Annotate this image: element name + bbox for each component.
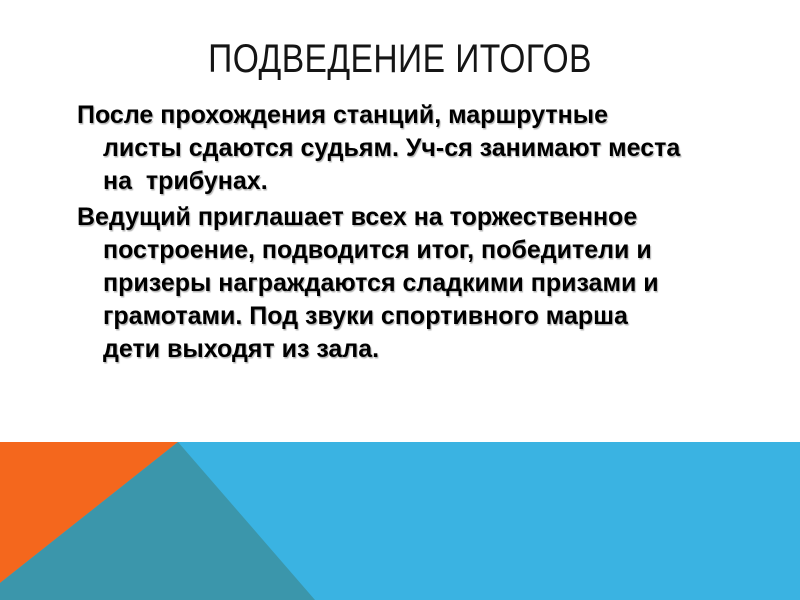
text-line: грамотами. Под звуки спортивного марша bbox=[103, 302, 628, 330]
paragraph-2 bbox=[75, 201, 747, 366]
bottom-decoration bbox=[0, 442, 800, 600]
text-line: на трибунах. bbox=[103, 167, 268, 195]
paragraph-1 bbox=[75, 99, 747, 198]
text-line: Ведущий приглашает всех на торжественное bbox=[77, 203, 638, 231]
slide-title: ПОДВЕДЕНИЕ ИТОГОВ bbox=[208, 37, 592, 81]
slide-body bbox=[75, 99, 747, 366]
text-line: дети выходят из зала. bbox=[103, 335, 380, 363]
text-line: После прохождения станций, маршрутные bbox=[77, 101, 609, 129]
text-line: листы сдаются судьям. Уч-ся занимают места bbox=[103, 134, 681, 162]
text-line: призеры награждаются сладкими призами и bbox=[103, 269, 659, 297]
text-line: построение, подводится итог, победители и bbox=[103, 236, 652, 264]
